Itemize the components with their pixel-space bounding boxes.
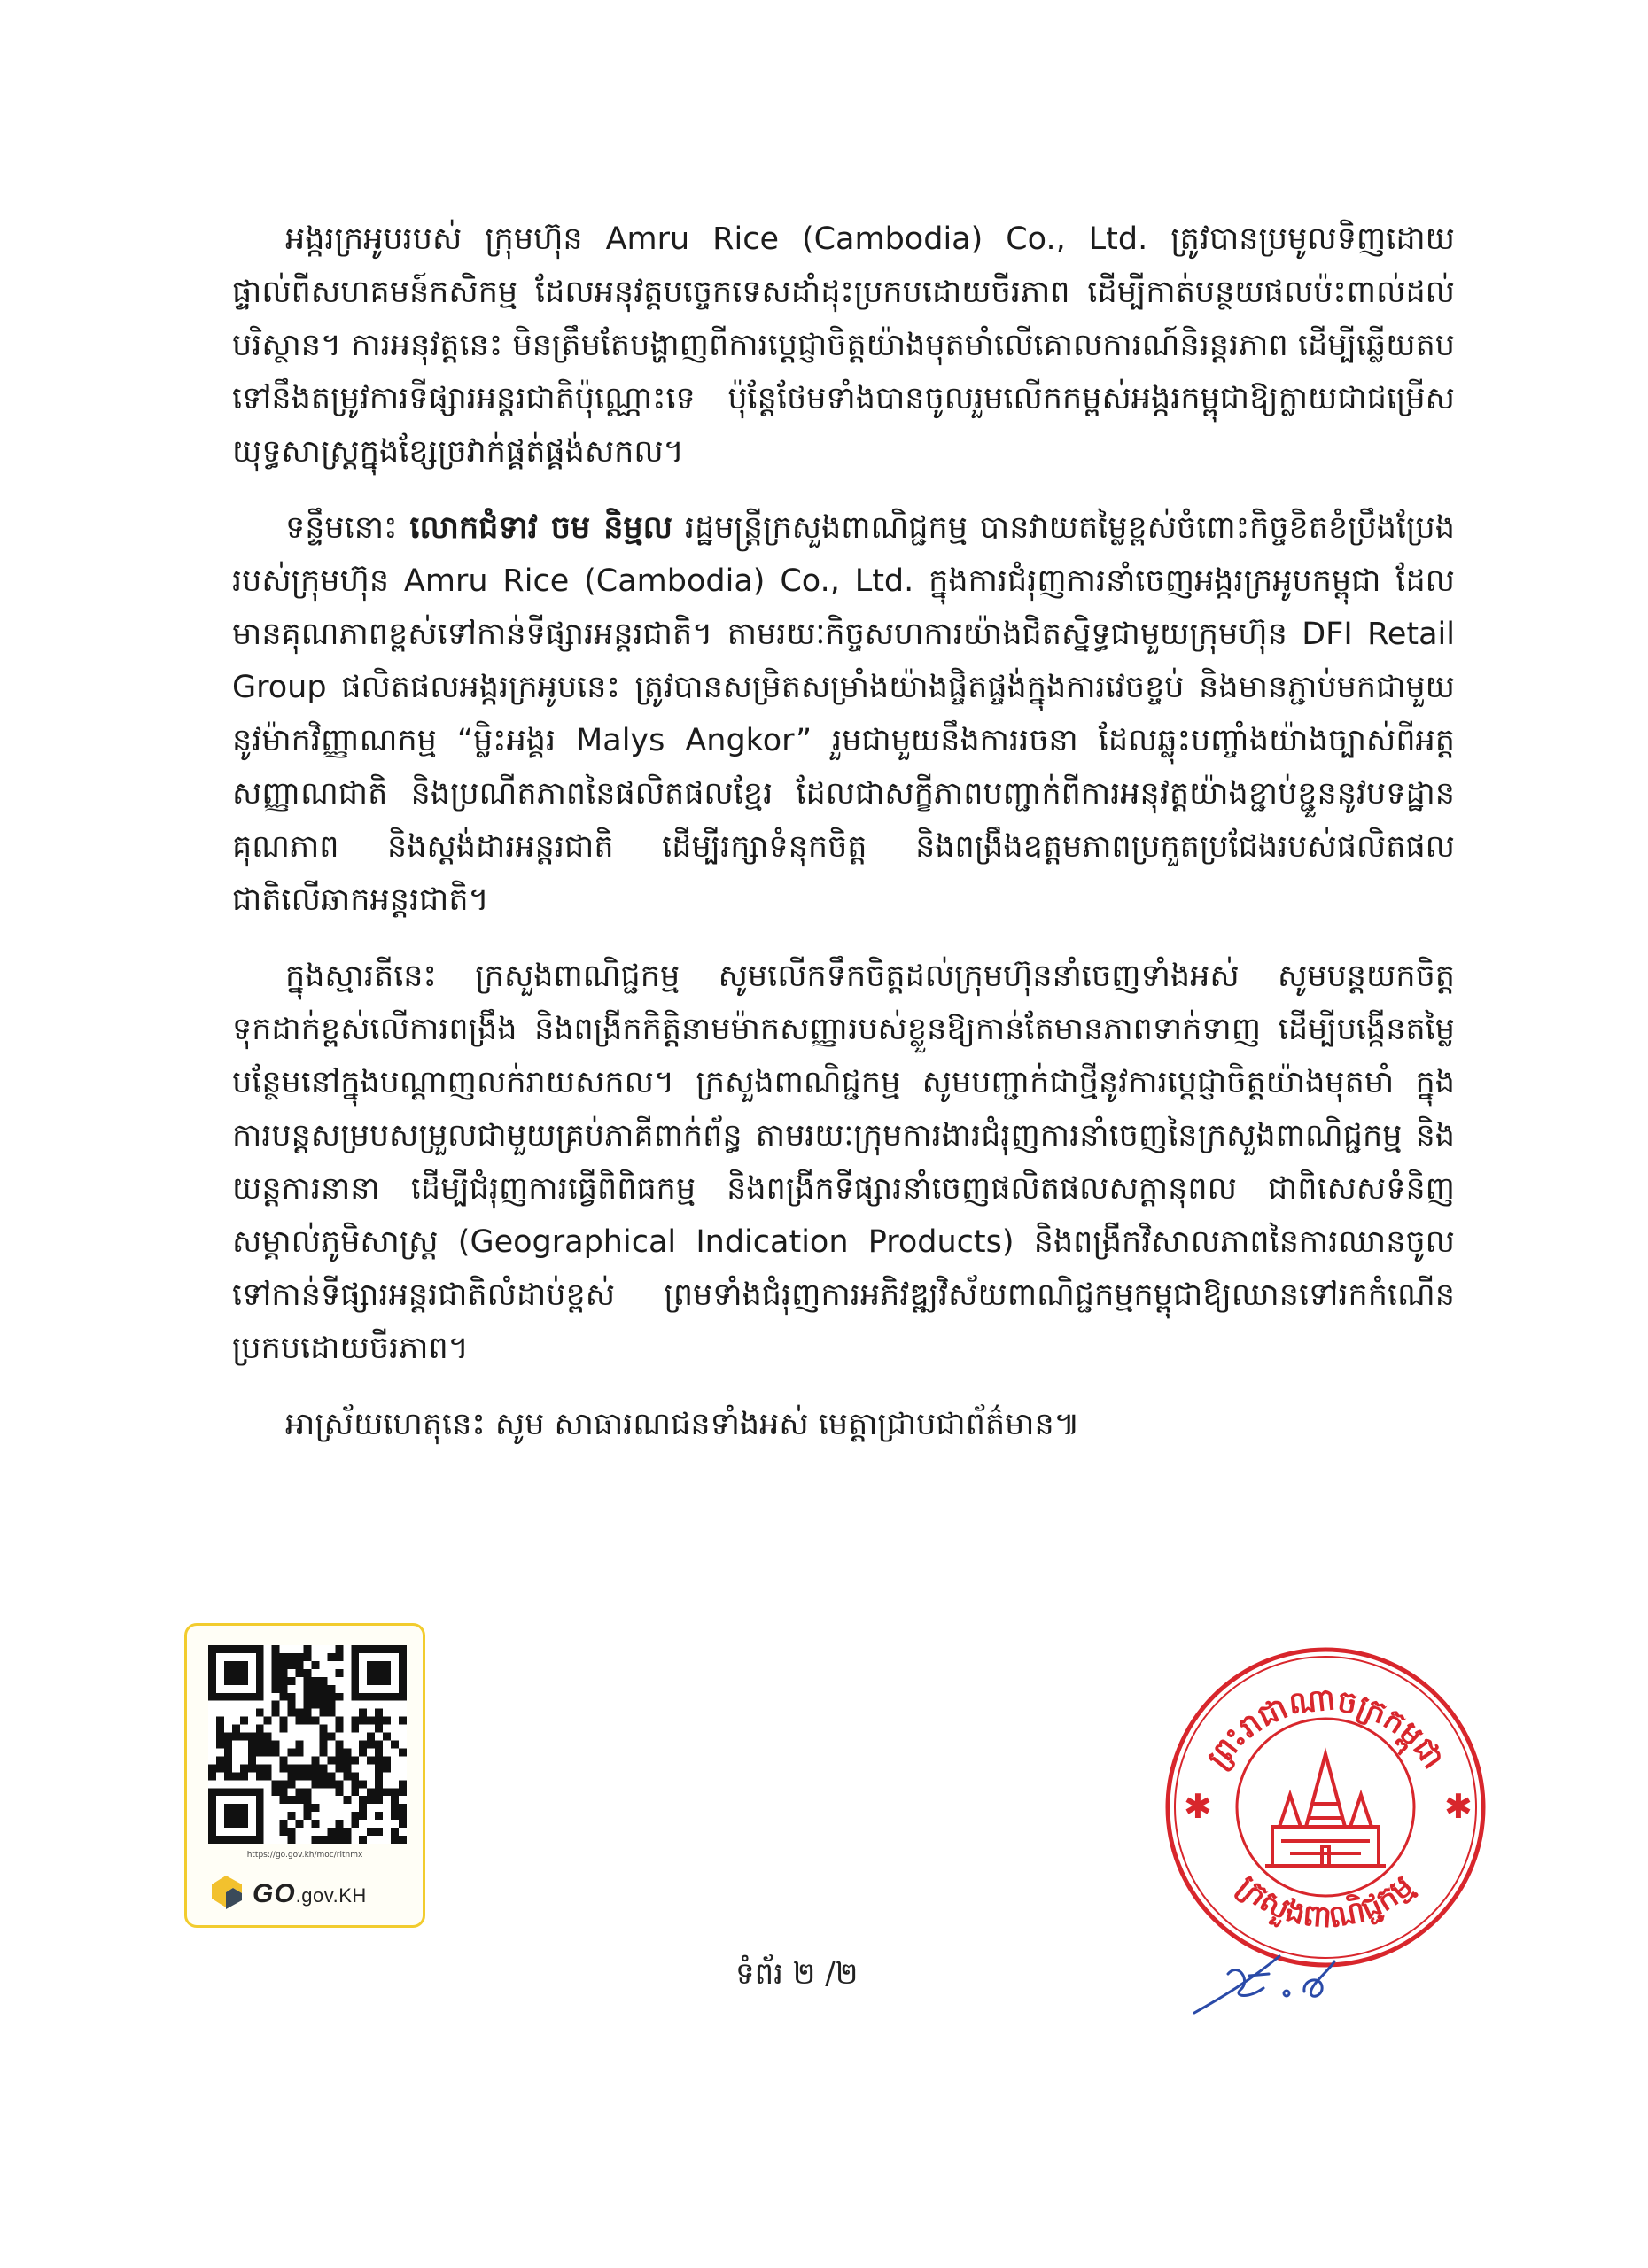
seal-text-bottom: ក្រសួងពាណិជ្ជកម្ម — [1231, 1868, 1420, 1936]
ministry-seal-icon — [1148, 1621, 1503, 1976]
qr-card[interactable] — [184, 1623, 425, 1928]
paragraph-2-body: រដ្ឋមន្ត្រីក្រសួងពាណិជ្ជកម្ម បានវាយតម្លៃខ្ពស់ចំពោះកិច្ចខិតខំប្រឹងប្រែងរបស់ក្រុមហ៊ុន Amru Rice (Cambodia) Co., Ltd. ក្នុងការជំរុញការនាំចេញអង្ករក្រអូបកម្ពុជា ដែលមានគុណភាពខ្ពស់ទៅកាន់ទីផ្សារអន្តរជាតិ។ តាមរយៈកិច្ចសហការយ៉ាងជិតស្និទ្ធជាមួយក្រុមហ៊ុន DFI Retail Group ផលិតផលអង្ករក្រអូបនេះ ត្រូវបានសម្រិតសម្រាំងយ៉ាងផ្ចិតផ្ចង់ក្នុងការវេចខ្ចប់ និងមានភ្ជាប់មកជាមួយនូវម៉ាកវិញ្ញាណកម្ម “ម្លិះអង្គរ Malys Angkor” រួមជាមួយនឹងការរចនា ដែលឆ្លុះបញ្ចាំងយ៉ាងច្បាស់ពីអត្តសញ្ញាណជាតិ និងប្រណីតភាពនៃផលិតផលខ្មែរ ដែលជាសក្ខីភាពបញ្ជាក់ពីការអនុវត្តយ៉ាងខ្ជាប់ខ្ជួននូវបទដ្ឋានគុណភាព និងស្តង់ដារអន្តរជាតិ ដើម្បីរក្សាទំនុកចិត្ត និងពង្រឹងឧត្តមភាពប្រកួតប្រជែងរបស់ផលិតផលជាតិលើឆាកអន្តរជាតិ។ — [232, 510, 1455, 918]
svg-text:✱: ✱ — [1444, 1787, 1473, 1826]
paragraph-3: ក្នុងស្មារតីនេះ ក្រសួងពាណិជ្ជកម្ម សូមលើកទឹកចិត្តដល់ក្រុមហ៊ុននាំចេញទាំងអស់ សូមបន្តយកចិត្តទុកដាក់ខ្ពស់លើការពង្រឹង និងពង្រីកកិត្តិនាមម៉ាកសញ្ញារបស់ខ្លួនឱ្យកាន់តែមានភាពទាក់ទាញ ដើម្បីបង្កើនតម្លៃបន្ថែមនៅក្នុងបណ្តាញលក់រាយសកល។ ក្រសួងពាណិជ្ជកម្ម សូមបញ្ជាក់ជាថ្មីនូវការប្តេជ្ញាចិត្តយ៉ាងមុតមាំ ក្នុងការបន្តសម្របសម្រួលជាមួយគ្រប់ភាគីពាក់ព័ន្ធ តាមរយៈក្រុមការងារជំរុញការនាំចេញនៃក្រសួងពាណិជ្ជកម្ម និងយន្តការនានា ដើម្បីជំរុញការធ្វើពិពិធកម្ម និងពង្រីកទីផ្សារនាំចេញផលិតផលសក្តានុពល ជាពិសេសទំនិញសម្គាល់ភូមិសាស្ត្រ (Geographical Indication Products) និងពង្រីកវិសាលភាពនៃការឈានចូលទៅកាន់ទីផ្សារអន្តរជាតិលំដាប់ខ្ពស់ ព្រមទាំងជំរុញការអភិវឌ្ឍវិស័យពាណិជ្ជកម្មកម្ពុជាឱ្យឈានទៅរកកំណើនប្រកបដោយចីរភាព។ — [232, 959, 1455, 1366]
go-brand — [253, 1879, 367, 1909]
go-brand-suffix: .gov.KH — [295, 1884, 367, 1907]
qr-url[interactable]: https://go.gov.kh/moc/ritnmx — [246, 1851, 363, 1860]
qr-code-icon[interactable] — [208, 1645, 407, 1844]
go-logo-icon — [206, 1872, 247, 1913]
paragraph-2 — [232, 501, 1455, 927]
paragraph-4: អាស្រ័យហេតុនេះ សូម សាធារណជនទាំងអស់ មេត្តាជ្រាបជាព័ត៌មាន៕ — [285, 1407, 1080, 1442]
svg-text:✱: ✱ — [1184, 1787, 1212, 1826]
angkor-temple-icon — [1265, 1754, 1386, 1866]
minister-name: លោកជំទាវ ចម និម្មល — [409, 510, 672, 546]
paragraph-1: អង្ករក្រអូបរបស់ ក្រុមហ៊ុន Amru Rice (Cambodia) Co., Ltd. ត្រូវបានប្រមូលទិញដោយផ្ទាល់ពីសហគមន៍កសិកម្ម ដែលអនុវត្តបច្ចេកទេសដាំដុះប្រកបដោយចីរភាព ដើម្បីកាត់បន្ថយផលប៉ះពាល់ដល់បរិស្ថាន។ ការអនុវត្តនេះ មិនត្រឹមតែបង្ហាញពីការប្តេជ្ញាចិត្តយ៉ាងមុតមាំលើគោលការណ៍និរន្តរភាព ដើម្បីឆ្លើយតបទៅនឹងតម្រូវការទីផ្សារអន្តរជាតិប៉ុណ្ណោះទេ ប៉ុន្តែថែមទាំងបានចូលរួមលើកកម្ពស់អង្ករកម្ពុជាឱ្យក្លាយជាជម្រើសយុទ្ធសាស្ត្រក្នុងខ្សែច្រវាក់ផ្គត់ផ្គង់សកល។ — [232, 221, 1455, 470]
seal-text-top: ព្រះរាជាណាចក្រកម្ពុជា — [1200, 1682, 1451, 1776]
page-number: ទំព័រ ២ /២ — [735, 1956, 859, 1992]
signature-icon — [1187, 1935, 1364, 2032]
paragraph-2-intro: ទន្ទឹមនោះ — [285, 510, 410, 546]
letter-body — [232, 213, 1455, 1474]
go-brand-main: GO — [253, 1879, 296, 1908]
